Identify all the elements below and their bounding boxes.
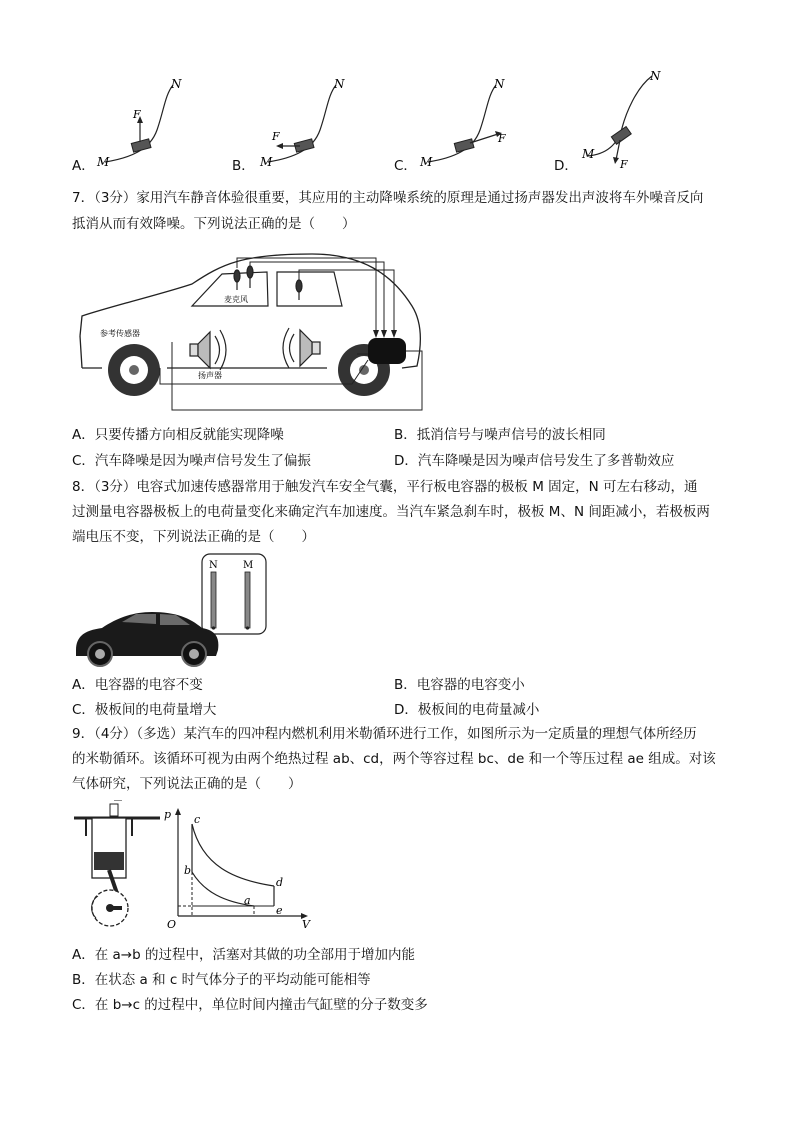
q9-engine-diagram <box>72 800 162 930</box>
q6-a-force-label: F <box>133 108 141 121</box>
q8-plate-n-label: N <box>209 560 218 571</box>
q6-b-end-label: N <box>334 77 345 91</box>
q7-option-c[interactable]: C．汽车降噪是因为噪声信号发生了偏振 <box>72 453 311 469</box>
q9-origin: O <box>167 918 177 930</box>
q9-point-e: e <box>276 904 283 917</box>
q6-c-force-label: F <box>498 132 506 145</box>
q6-a-start-label: M <box>97 155 110 169</box>
q6-d-force-label: F <box>620 158 628 171</box>
q6-c-end-label: N <box>494 77 505 91</box>
q7-option-b[interactable]: B．抵消信号与噪声信号的波长相同 <box>394 427 606 443</box>
q9-stem-line1: 9．（4分）（多选）某汽车的四冲程内燃机利用米勒循环进行工作，如图所示为一定质量的理想气体所经历 <box>72 726 697 742</box>
q7-mic-label: 麦克风 <box>224 295 248 304</box>
q7-front-wheel <box>108 344 160 396</box>
q8-stem-line1: 8．（3分）电容式加速传感器常用于触发汽车安全气囊，平行板电容器的极板 M 固定，N 可左右移动，通 <box>72 479 698 495</box>
q8-stem-line3: 端电压不变，下列说法正确的是（ ） <box>72 529 315 545</box>
q7-car-diagram <box>72 244 432 416</box>
q6-d-start-label: M <box>582 147 595 161</box>
q6-d-end-label: N <box>650 69 661 83</box>
q8-plate-n <box>211 572 216 630</box>
q6-b-force-label: F <box>272 130 280 143</box>
q8-stem-line2: 过测量电容器极板上的电荷量变化来确定汽车加速度。当汽车紧急刹车时，极板 M、N 间距减小，若极板两 <box>72 504 710 520</box>
q7-option-d[interactable]: D．汽车降噪是因为噪声信号发生了多普勒效应 <box>394 453 675 469</box>
q9-point-d: d <box>276 876 284 889</box>
q9-stem-line3: 气体研究，下列说法正确的是（ ） <box>72 776 302 792</box>
q8-option-c[interactable]: C．极板间的电荷量增大 <box>72 702 217 718</box>
q8-option-d[interactable]: D．极板间的电荷量减小 <box>394 702 540 718</box>
q7-sensor-label: 参考传感器 <box>100 329 140 338</box>
q9-axis-v: V <box>302 918 310 930</box>
q8-option-b[interactable]: B．电容器的电容变小 <box>394 677 525 693</box>
q9-option-c[interactable]: C．在 b→c 的过程中，单位时间内撞击气缸壁的分子数变多 <box>72 997 428 1013</box>
q8-option-a[interactable]: A．电容器的电容不变 <box>72 677 203 693</box>
q6-option-c-figure <box>418 70 528 170</box>
q9-point-c: c <box>194 813 201 826</box>
q7-control-unit <box>368 338 406 364</box>
q6-option-c-letter[interactable]: C． <box>394 158 417 174</box>
q7-speaker-rear <box>283 328 320 368</box>
q9-option-a[interactable]: A．在 a→b 的过程中，活塞对其做的功全部用于增加内能 <box>72 947 415 963</box>
q6-options <box>0 60 794 180</box>
q7-stem-line1: 7．（3分）家用汽车静音体验很重要，其应用的主动降噪系统的原理是通过扬声器发出声波将车外噪音反向 <box>72 190 704 206</box>
q7-speaker-label: 扬声器 <box>198 371 222 380</box>
q6-option-b-figure <box>258 70 368 170</box>
q6-option-a-letter[interactable]: A． <box>72 158 95 174</box>
q9-stem-line2: 的米勒循环。该循环可视为由两个绝热过程 ab、cd，两个等容过程 bc、de 和一个等压过程 ae 组成。对该 <box>72 751 716 767</box>
q9-option-b[interactable]: B．在状态 a 和 c 时气体分子的平均动能可能相等 <box>72 972 371 988</box>
q8-capacitor-diagram <box>72 550 272 672</box>
q8-plate-m-label: M <box>243 560 254 571</box>
q9-point-b: b <box>184 864 192 877</box>
q9-axis-p: p <box>164 808 172 821</box>
q9-pv-graph <box>164 806 314 930</box>
q6-option-d-figure <box>578 68 688 172</box>
q9-point-a: a <box>244 894 251 907</box>
q6-option-a-figure <box>95 70 205 170</box>
q6-option-d-letter[interactable]: D． <box>554 158 578 174</box>
q6-option-b-letter[interactable]: B． <box>232 158 255 174</box>
q7-stem-line2: 抵消从而有效降噪。下列说法正确的是（ ） <box>72 216 356 232</box>
q6-c-start-label: M <box>420 155 433 169</box>
q6-b-start-label: M <box>260 155 273 169</box>
q8-plate-m <box>245 572 250 630</box>
q7-speaker-front <box>190 330 226 370</box>
q7-option-a[interactable]: A．只要传播方向相反就能实现降噪 <box>72 427 284 443</box>
q6-a-end-label: N <box>171 77 182 91</box>
